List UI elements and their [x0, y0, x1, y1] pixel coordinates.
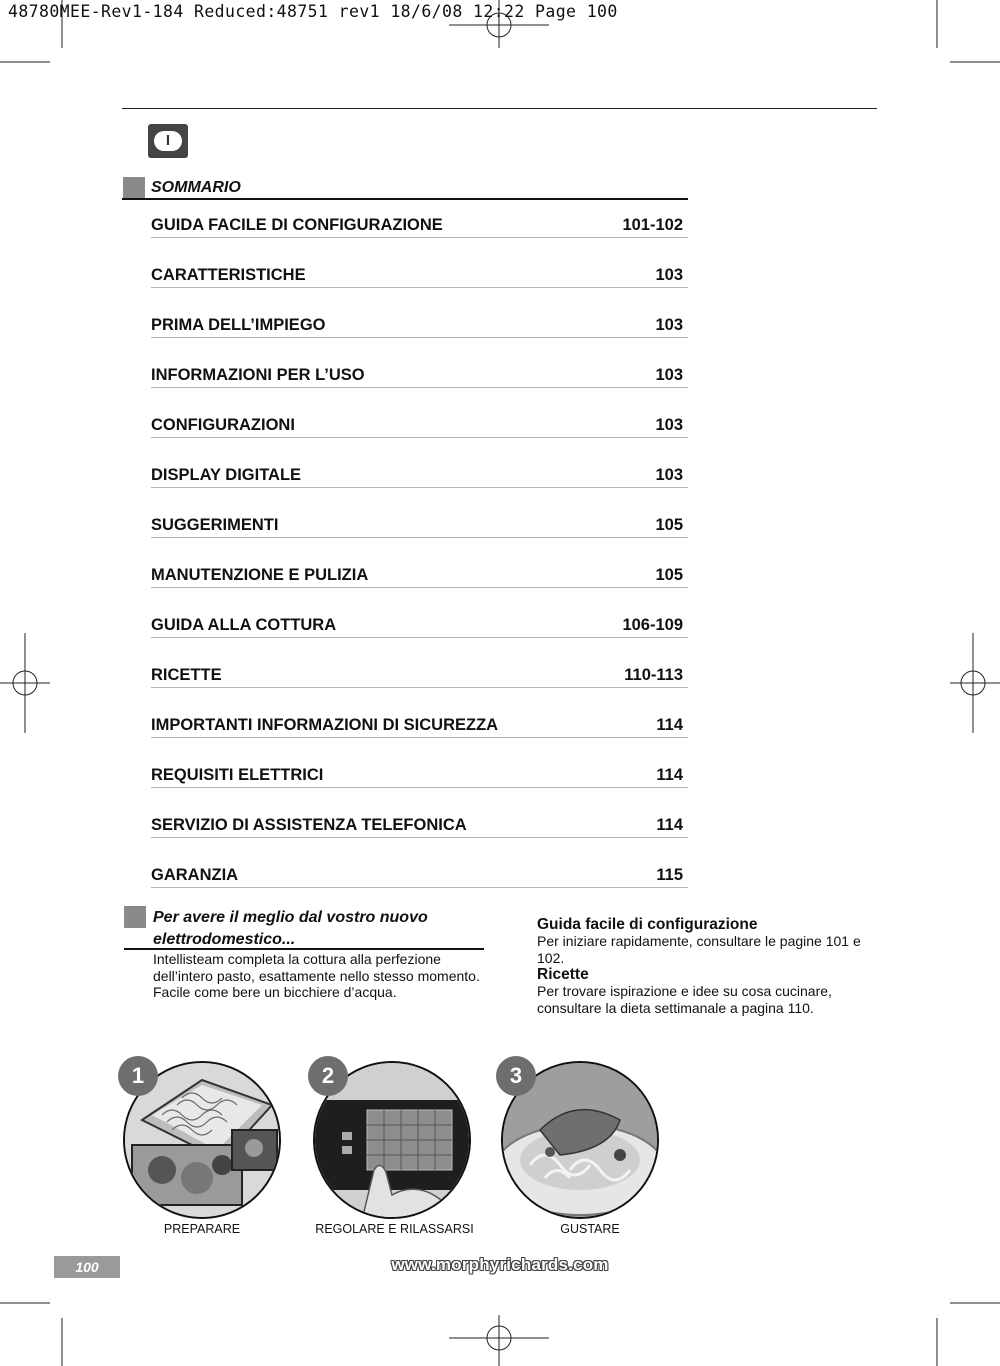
- toc-entry[interactable]: [151, 862, 688, 912]
- toc-entry[interactable]: [151, 262, 688, 312]
- sommario-title: SOMMARIO: [151, 179, 241, 196]
- footer-website-link[interactable]: www.morphyrichards.com: [391, 1255, 609, 1274]
- table-of-contents: [151, 212, 688, 912]
- toc-entry-rule: [151, 637, 688, 638]
- setup-guide-text: Per iniziare rapidamente, consultare le pagine 101 e 102.: [537, 933, 861, 966]
- toc-entry-rule: [151, 587, 688, 588]
- step-label: PREPARARE: [163, 1222, 241, 1236]
- toc-entry-rule: [151, 737, 688, 738]
- toc-entry-page: 105: [655, 566, 683, 584]
- toc-entry-title: SUGGERIMENTI: [151, 516, 279, 534]
- sommario-rule: [122, 198, 688, 200]
- toc-entry[interactable]: [151, 762, 688, 812]
- toc-entry-rule: [151, 437, 688, 438]
- section-marker-square: [123, 177, 145, 199]
- toc-entry-rule: [151, 237, 688, 238]
- toc-entry-rule: [151, 537, 688, 538]
- toc-entry-page: 103: [655, 466, 683, 484]
- best-use-body: Intellisteam completa la cottura alla perfezione dell’intero pasto, esattamente nello stesso momento. Facile come bere un bicchiere d’acqua.: [153, 951, 480, 1000]
- language-badge-label: I: [154, 131, 182, 151]
- toc-entry-title: CONFIGURAZIONI: [151, 416, 295, 434]
- toc-entry-title: DISPLAY DIGITALE: [151, 466, 302, 484]
- step-number-badge: 1: [118, 1056, 158, 1096]
- toc-entry-title: INFORMAZIONI PER L’USO: [151, 366, 365, 384]
- toc-entry-rule: [151, 787, 688, 788]
- toc-entry[interactable]: [151, 512, 688, 562]
- section-marker-square: [124, 906, 146, 928]
- quick-links-column: [537, 916, 872, 1016]
- toc-entry-title: GUIDA ALLA COTTURA: [151, 616, 337, 634]
- toc-entry[interactable]: [151, 362, 688, 412]
- toc-entry-page: 103: [655, 416, 683, 434]
- step-number-badge: 3: [496, 1056, 536, 1096]
- toc-entry-page: 101-102: [622, 216, 683, 234]
- toc-entry-rule: [151, 387, 688, 388]
- toc-entry-title: RICETTE: [151, 666, 222, 684]
- toc-entry-page: 115: [656, 866, 683, 884]
- toc-entry[interactable]: [151, 712, 688, 762]
- toc-entry-rule: [151, 837, 688, 838]
- toc-entry-title: PRIMA DELL’IMPIEGO: [151, 316, 326, 334]
- toc-entry-page: 114: [656, 716, 683, 734]
- toc-entry-rule: [151, 687, 688, 688]
- step-enjoy: [500, 1060, 660, 1220]
- print-slug-line: 48780MEE-Rev1-184 Reduced:48751 rev1 18/6/08 12:22 Page 100: [8, 2, 618, 21]
- toc-entry-rule: [151, 287, 688, 288]
- step-set-and-relax: [312, 1060, 472, 1220]
- toc-entry[interactable]: [151, 412, 688, 462]
- header-rule: [122, 108, 877, 109]
- toc-entry[interactable]: [151, 612, 688, 662]
- language-badge: [148, 124, 188, 158]
- toc-entry[interactable]: [151, 212, 688, 262]
- toc-entry-rule: [151, 887, 688, 888]
- step-prepare: [122, 1060, 282, 1220]
- toc-entry-page: 114: [656, 816, 683, 834]
- toc-entry-title: IMPORTANTI INFORMAZIONI DI SICUREZZA: [151, 716, 499, 734]
- toc-entry[interactable]: [151, 562, 688, 612]
- toc-entry-page: 103: [655, 266, 683, 284]
- toc-entry-rule: [151, 487, 688, 488]
- step-label: GUSTARE: [560, 1222, 620, 1236]
- setup-guide-heading: Guida facile di configurazione: [537, 916, 758, 933]
- toc-entry-page: 106-109: [622, 616, 683, 634]
- toc-entry-page: 110-113: [624, 666, 683, 684]
- page-number: 100: [54, 1256, 120, 1278]
- toc-entry-title: REQUISITI ELETTRICI: [151, 766, 324, 784]
- recipes-text: Per trovare ispirazione e idee su cosa cucinare, consultare la dieta settimanale a pagina 110.: [537, 983, 832, 1016]
- toc-entry[interactable]: [151, 312, 688, 362]
- step-label: REGOLARE E RILASSARSI: [315, 1222, 474, 1236]
- toc-entry-title: CARATTERISTICHE: [151, 266, 306, 284]
- toc-entry-title: SERVIZIO DI ASSISTENZA TELEFONICA: [151, 816, 467, 834]
- toc-entry-page: 105: [655, 516, 683, 534]
- toc-entry-page: 103: [655, 316, 683, 334]
- recipes-heading: Ricette: [537, 966, 589, 983]
- toc-entry-rule: [151, 337, 688, 338]
- best-use-heading: Per avere il meglio dal vostro nuovo elettrodomestico...: [153, 909, 428, 948]
- step-number-badge: 2: [308, 1056, 348, 1096]
- toc-entry-title: GARANZIA: [151, 866, 239, 884]
- toc-entry-page: 103: [655, 366, 683, 384]
- toc-entry-title: GUIDA FACILE DI CONFIGURAZIONE: [151, 216, 443, 234]
- best-use-rule: [124, 948, 484, 950]
- toc-entry[interactable]: [151, 812, 688, 862]
- toc-entry[interactable]: [151, 462, 688, 512]
- toc-entry-title: MANUTENZIONE E PULIZIA: [151, 566, 369, 584]
- toc-entry-page: 114: [656, 766, 683, 784]
- toc-entry[interactable]: [151, 662, 688, 712]
